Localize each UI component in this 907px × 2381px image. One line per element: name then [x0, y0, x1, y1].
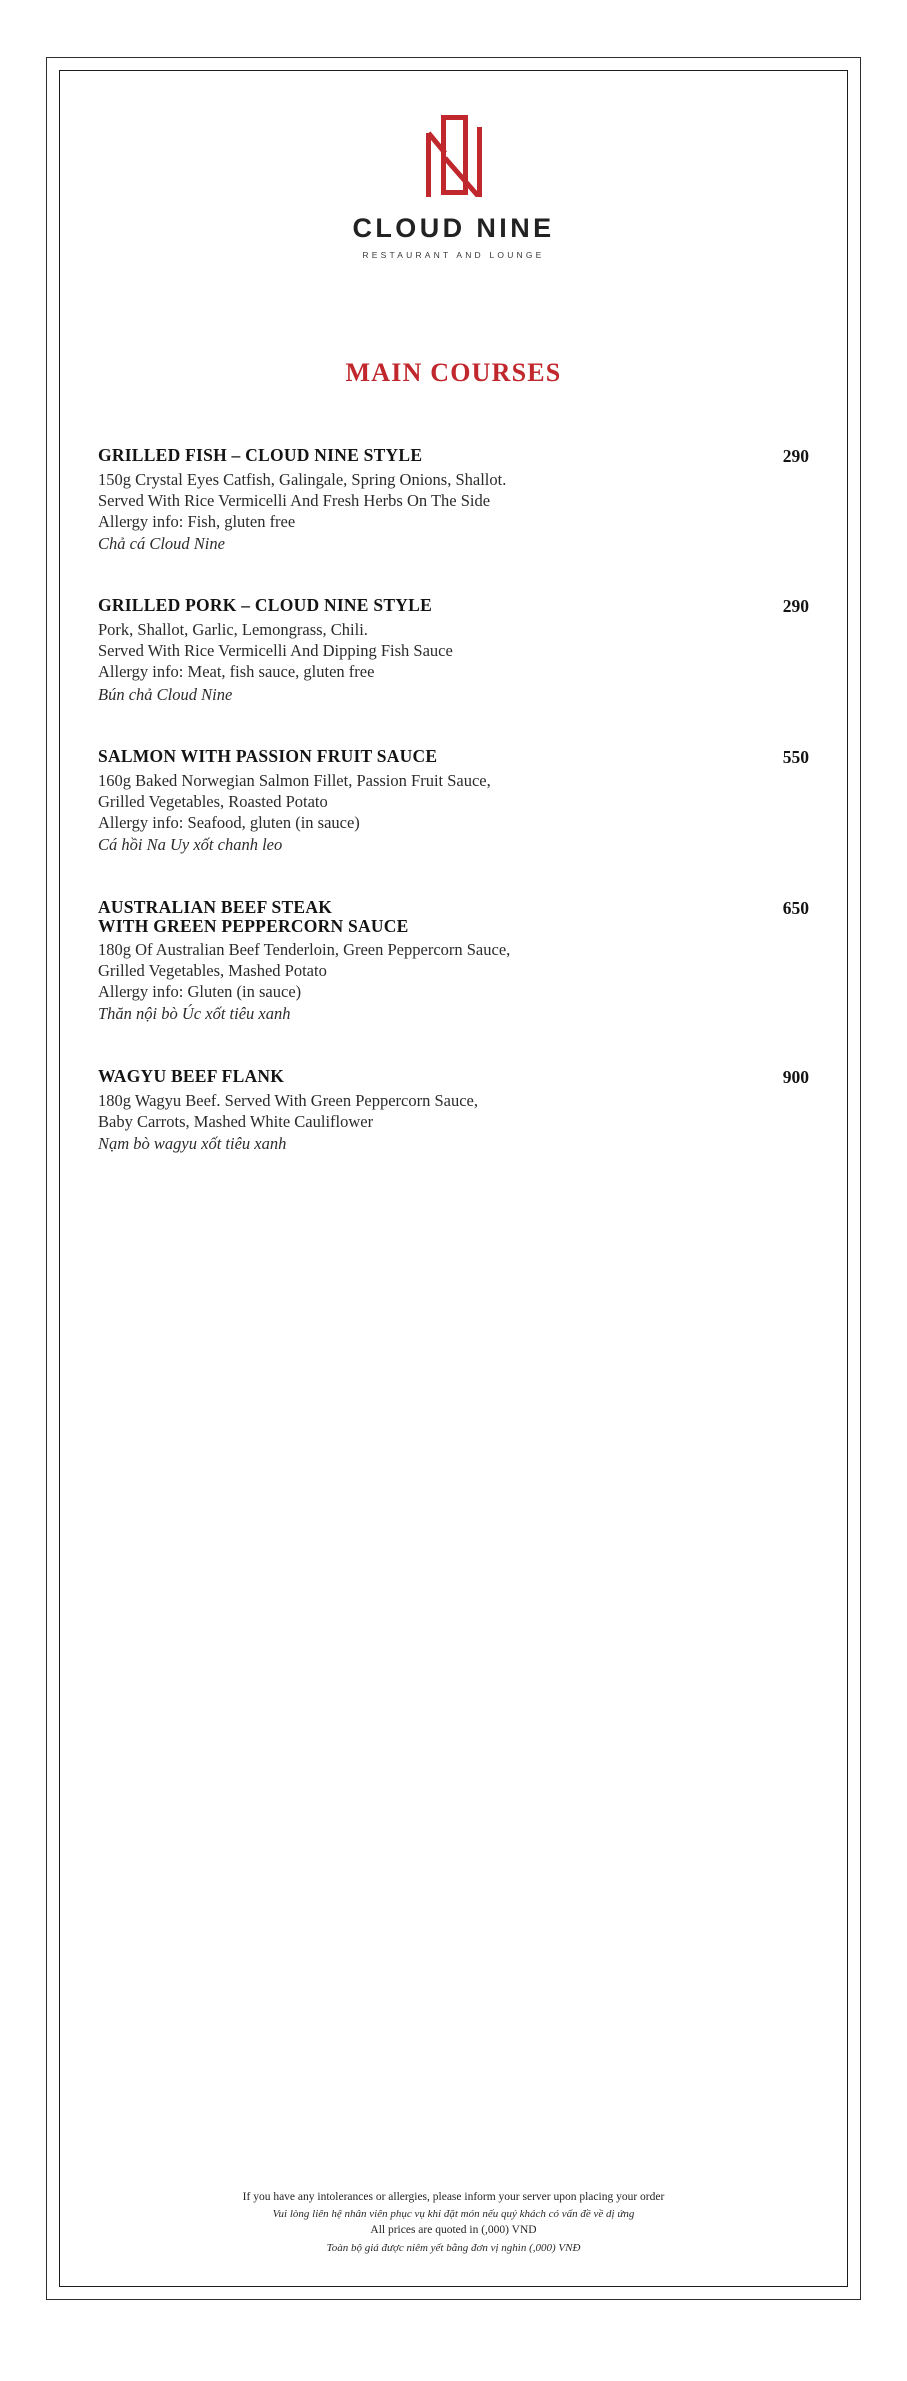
menu-footer	[98, 2189, 809, 2257]
section-title: MAIN COURSES	[345, 357, 562, 387]
menu-item-name: AUSTRALIAN BEEF STEAK	[98, 896, 333, 917]
menu-page-inner-frame	[59, 70, 848, 2287]
menu-item-header	[98, 898, 809, 937]
menu-item-list	[98, 446, 809, 1155]
menu-item-description-line: Served With Rice Vermicelli And Dipping Fish Sauce	[98, 641, 453, 661]
menu-item-vietnamese-name: Cá hồi Na Uy xốt chanh leo	[98, 835, 283, 855]
menu-item	[98, 747, 809, 856]
menu-item-description-line: Baby Carrots, Mashed White Cauliflower	[98, 1111, 374, 1131]
menu-item-description	[98, 1090, 809, 1132]
menu-item-description	[98, 619, 809, 661]
menu-item	[98, 898, 809, 1025]
menu-item-description-line: 180g Of Australian Beef Tenderloin, Green Peppercorn Sauce,	[98, 939, 511, 959]
brand-header	[98, 71, 809, 260]
menu-item	[98, 446, 809, 555]
footer-allergy-notice-vn: Vui lòng liên hệ nhân viên phục vụ khi đặt món nếu quý khách có vấn đề về dị ứng	[272, 2207, 635, 2220]
menu-item-description-line: 150g Crystal Eyes Catfish, Galingale, Spring Onions, Shallot.	[98, 469, 507, 489]
menu-item-allergy-info: Allergy info: Fish, gluten free	[98, 511, 296, 531]
menu-item-title-group	[98, 1067, 761, 1087]
menu-item-header	[98, 1067, 809, 1088]
menu-item	[98, 1067, 809, 1155]
menu-item-header	[98, 596, 809, 617]
menu-item-price: 550	[782, 747, 809, 768]
menu-item-price: 650	[782, 897, 809, 918]
menu-item-price: 900	[782, 1066, 809, 1087]
menu-item-vietnamese-name: Nạm bò wagyu xốt tiêu xanh	[98, 1133, 287, 1153]
brand-name: CLOUD NINE	[352, 213, 555, 243]
menu-item-description-line: Pork, Shallot, Garlic, Lemongrass, Chili.	[98, 620, 368, 640]
menu-item-description-line: 160g Baked Norwegian Salmon Fillet, Passion Fruit Sauce,	[98, 771, 491, 791]
cloud-nine-n-monogram-icon	[415, 113, 493, 197]
menu-content	[60, 71, 847, 2286]
menu-item-allergy-info: Allergy info: Seafood, gluten (in sauce)	[98, 813, 360, 833]
menu-item-name: SALMON WITH PASSION FRUIT SAUCE	[98, 746, 438, 767]
menu-item-title-group	[98, 747, 761, 767]
menu-item-description-line: Grilled Vegetables, Mashed Potato	[98, 961, 327, 981]
menu-item-price: 290	[782, 445, 809, 466]
footer-price-notice-en: All prices are quoted in (,000) VND	[370, 2224, 537, 2237]
menu-item-title-group	[98, 898, 761, 937]
menu-item-header	[98, 446, 809, 467]
menu-item-allergy-info: Allergy info: Gluten (in sauce)	[98, 982, 302, 1002]
menu-item-vietnamese-name: Bún chả Cloud Nine	[98, 684, 233, 704]
menu-item-vietnamese-name: Thăn nội bò Úc xốt tiêu xanh	[98, 1004, 291, 1024]
menu-item-description	[98, 469, 809, 511]
footer-price-notice-vn: Toàn bộ giá được niêm yết bằng đơn vị nghìn (,000) VNĐ	[326, 2241, 581, 2254]
menu-item-name: WAGYU BEEF FLANK	[98, 1065, 285, 1086]
menu-item-header	[98, 747, 809, 768]
brand-tagline: RESTAURANT AND LOUNGE	[362, 250, 545, 260]
menu-item-title-group	[98, 446, 761, 466]
menu-item-description-line: 180g Wagyu Beef. Served With Green Peppercorn Sauce,	[98, 1090, 478, 1110]
menu-item-description-line: Served With Rice Vermicelli And Fresh Herbs On The Side	[98, 490, 491, 510]
menu-item-name-line2: WITH GREEN PEPPERCORN SAUCE	[98, 916, 409, 937]
menu-item-price: 290	[782, 596, 809, 617]
menu-item-name: GRILLED PORK – CLOUD NINE STYLE	[98, 595, 432, 616]
menu-item-description	[98, 770, 809, 812]
menu-item-name: GRILLED FISH – CLOUD NINE STYLE	[98, 444, 423, 465]
footer-allergy-notice-en: If you have any intolerances or allergies, please inform your server upon placing your order	[242, 2190, 665, 2203]
menu-item-description-line: Grilled Vegetables, Roasted Potato	[98, 792, 328, 812]
menu-page-outer-frame	[46, 57, 861, 2300]
menu-item-vietnamese-name: Chả cá Cloud Nine	[98, 533, 225, 553]
menu-item	[98, 596, 809, 705]
menu-item-allergy-info: Allergy info: Meat, fish sauce, gluten free	[98, 662, 375, 682]
menu-item-description	[98, 939, 809, 981]
menu-item-title-group	[98, 596, 761, 616]
